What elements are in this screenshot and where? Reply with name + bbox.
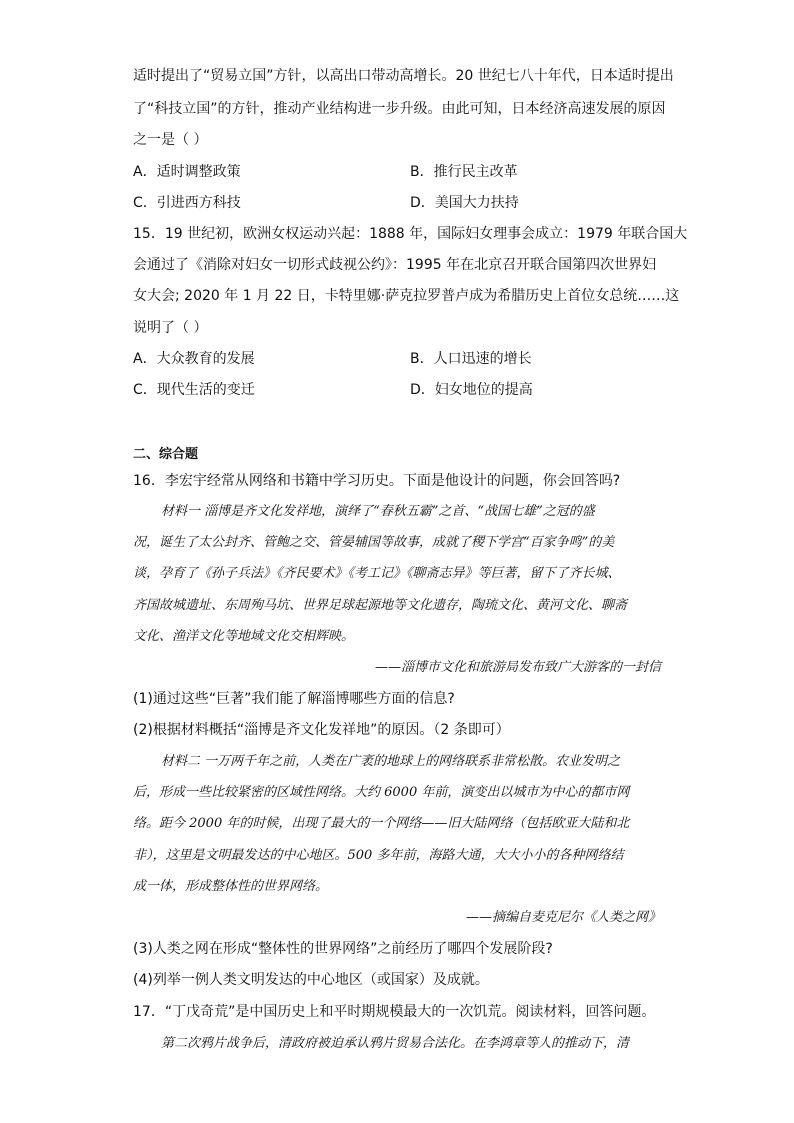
q14-option-c: C．引进西方科技 <box>133 195 241 211</box>
q15-stem-line: 女大会; 2020 年 1 月 22 日，卡特里娜·萨克拉罗普卢成为希腊历史上首位女总统……这 <box>133 288 680 304</box>
q16-material2-line: 络。距今 2000 年的时候，出现了最大的一个网络——旧大陆网络（包括欧亚大陆和北 <box>133 816 630 831</box>
q16-material1-line: 材料一 淄博是齐文化发祥地，演绎了“春秋五霸”之首、“战国七雄”之冠的盛 <box>161 504 595 519</box>
q16-material1-line: 齐国故城遗址、东周殉马坑、世界足球起源地等文化遗存，陶琉文化、黄河文化、聊斋 <box>133 598 628 613</box>
q14-stem-line: 适时提出了“贸易立国”方针，以高出口带动高增长。20 世纪七八十年代，日本适时提出 <box>133 68 674 84</box>
q16-subquestion-1: (1)通过这些“巨著”我们能了解淄博哪些方面的信息? <box>133 691 455 707</box>
q16-material1-line: 文化、渔洋文化等地域文化交相辉映。 <box>133 629 355 644</box>
section-heading: 二、综合题 <box>133 447 199 462</box>
q14-option-b: B．推行民主改革 <box>410 164 518 180</box>
q15-option-b: B．人口迅速的增长 <box>410 351 532 367</box>
q15-option-d: D．妇女地位的提高 <box>410 382 533 398</box>
q16-material1-line: 谈，孕育了《孙子兵法》《齐民要术》《考工记》《聊斋志异》等巨著，留下了齐长城、 <box>133 566 621 581</box>
q15-stem-line: 会通过了《消除对妇女一切形式歧视公约》：1995 年在北京召开联合国第四次世界妇 <box>133 257 657 273</box>
q15-option-c: C．现代生活的变迁 <box>133 382 255 398</box>
q15-stem-line: 15．19 世纪初，欧洲女权运动兴起：1888 年，国际妇女理事会成立：1979 年联合国大 <box>133 226 688 242</box>
q16-material1-source: ——淄博市文化和旅游局发布致广大游客的一封信 <box>374 660 661 675</box>
q15-option-a: A．大众教育的发展 <box>133 351 255 367</box>
q16-subquestion-4: (4)列举一例人类文明发达的中心地区（或国家）及成就。 <box>133 972 489 988</box>
q16-material2-source: ——摘编自麦克尼尔《人类之网》 <box>465 910 661 925</box>
q16-subquestion-3: (3)人类之网在形成“整体性的世界网络”之前经历了哪四个发展阶段? <box>133 941 553 957</box>
q16-material2-line: 后，形成一些比较紧密的区域性网络。大约 6000 年前，演变出以城市为中心的都市网 <box>133 785 630 800</box>
q17-material-line: 第二次鸦片战争后，清政府被迫承认鸦片贸易合法化。在李鸿章等人的推动下，清 <box>161 1036 630 1051</box>
q16-material2-line: 成一体，形成整体性的世界网络。 <box>133 879 329 894</box>
q16-subquestion-2: (2)根据材料概括“淄博是齐文化发祥地”的原因。（2 条即可） <box>133 722 510 738</box>
q14-option-a: A．适时调整政策 <box>133 164 241 180</box>
q16-material2-line: 材料二 一万两千年之前，人类在广袤的地球上的网络联系非常松散。农业发明之 <box>161 754 621 769</box>
q16-material2-line: 非），这里是文明最发达的中心地区。500 多年前，海路大通，大大小小的各种网络结 <box>133 848 624 863</box>
q15-stem-line: 说明了（ ） <box>133 320 208 336</box>
q14-stem-line: 之一是（ ） <box>133 132 208 148</box>
q14-stem-line: 了“科技立国”的方针，推动产业结构进一步升级。由此可知，日本经济高速发展的原因 <box>133 101 666 117</box>
q17-stem: 17．“丁戊奇荒”是中国历史上和平时期规模最大的一次饥荒。阅读材料，回答问题。 <box>133 1004 656 1020</box>
q16-material1-line: 况，诞生了太公封齐、管鲍之交、管晏辅国等故事，成就了稷下学宫“百家争鸣”的美 <box>133 535 615 550</box>
q16-stem: 16．李宏宇经常从网络和书籍中学习历史。下面是他设计的问题，你会回答吗? <box>133 473 621 489</box>
q14-option-d: D．美国大力扶持 <box>410 195 519 211</box>
